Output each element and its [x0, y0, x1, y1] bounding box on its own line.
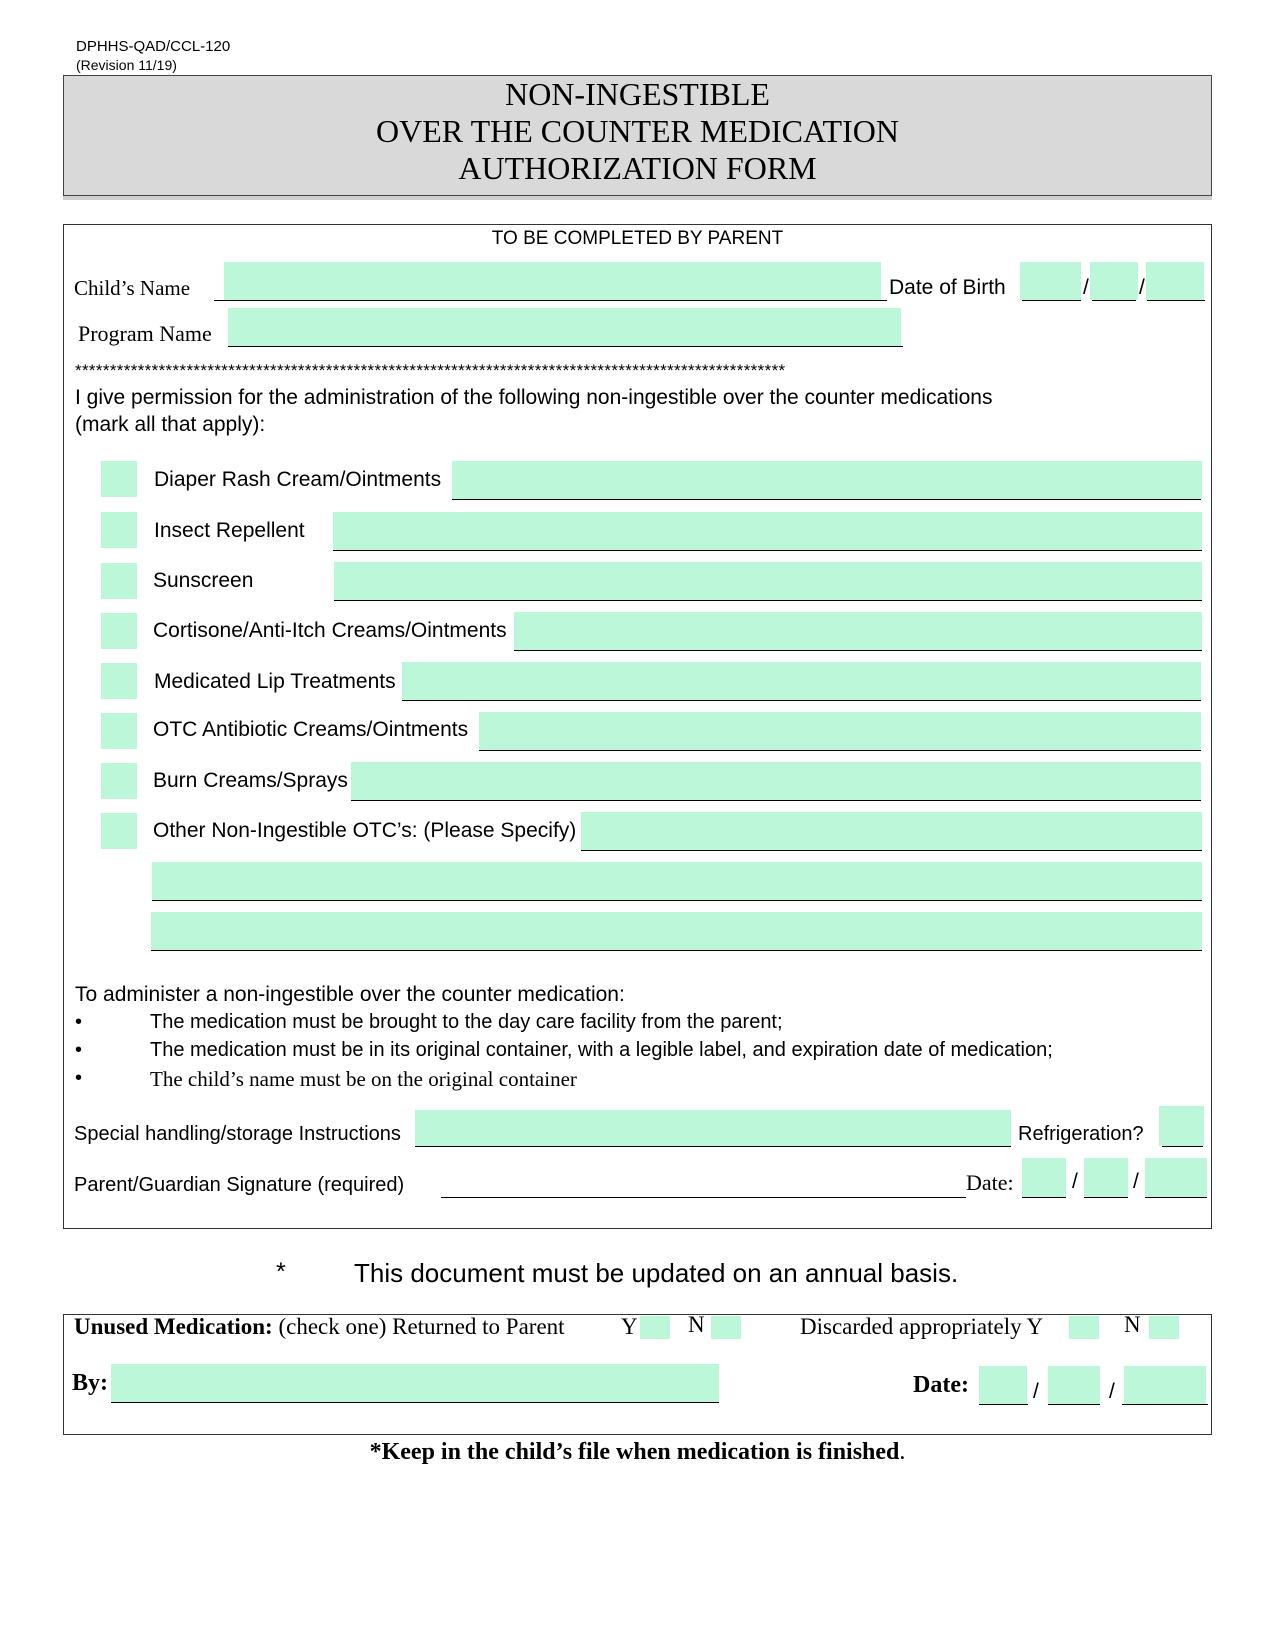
signature-date-month-underline — [1022, 1197, 1066, 1198]
dob-day-underline — [1092, 300, 1136, 301]
signature-date-year[interactable] — [1145, 1158, 1207, 1197]
keep-note-period: . — [899, 1439, 906, 1465]
dob-month-underline — [1022, 300, 1081, 301]
dob-sep-1: / — [1083, 276, 1089, 299]
child-name-underline — [214, 300, 887, 301]
parent-section-heading: TO BE COMPLETED BY PARENT — [491, 228, 784, 249]
title-line-1: NON-INGESTIBLE — [505, 76, 770, 112]
med-field-lip-treatments[interactable] — [402, 662, 1201, 700]
signature-date-day[interactable] — [1084, 1158, 1128, 1197]
bullet-dot: • — [75, 1011, 83, 1033]
dob-month-field[interactable] — [1020, 262, 1081, 300]
returned-n-box[interactable] — [711, 1316, 741, 1339]
med-field-insect-repellent[interactable] — [333, 512, 1202, 550]
discarded-n-label: N — [1124, 1312, 1141, 1337]
program-name-underline — [228, 346, 903, 347]
form-revision: (Revision 11/19) — [76, 57, 177, 73]
signature-line[interactable] — [441, 1197, 966, 1198]
by-underline — [111, 1402, 719, 1403]
keep-note-text: *Keep in the child’s file when medication is finished — [369, 1439, 900, 1465]
title-band — [63, 75, 1212, 196]
unused-check-text: (check one) Returned to Parent — [278, 1314, 565, 1339]
med-field-sunscreen[interactable] — [334, 562, 1202, 600]
checkbox-sunscreen[interactable] — [101, 563, 137, 599]
form-id: DPHHS-QAD/CCL-120 — [76, 38, 231, 55]
med-field-diaper-rash[interactable] — [452, 461, 1202, 499]
unused-date-year[interactable] — [1124, 1366, 1206, 1404]
dob-sep-2: / — [1139, 276, 1145, 299]
permission-line-2: (mark all that apply): — [75, 413, 266, 436]
unused-date-month-underline — [979, 1404, 1028, 1405]
checkbox-burn-creams[interactable] — [101, 763, 137, 799]
program-name-field[interactable] — [228, 308, 901, 346]
med-label-diaper-rash: Diaper Rash Cream/Ointments — [154, 468, 442, 491]
signature-date-year-underline — [1145, 1197, 1207, 1198]
title-line-2: OVER THE COUNTER MEDICATION — [376, 113, 899, 149]
returned-y-box[interactable] — [640, 1316, 670, 1339]
special-handling-label: Special handling/storage Instructions — [74, 1123, 401, 1145]
checkbox-antibiotic[interactable] — [101, 713, 137, 749]
child-name-label-text: Child’s Name — [74, 276, 191, 300]
special-handling-underline — [415, 1146, 1011, 1147]
unused-date-sep-1: / — [1033, 1380, 1039, 1403]
instruction-text-3: The child’s name must be on the original container — [150, 1067, 577, 1091]
by-label: By: — [72, 1370, 108, 1396]
title-line-3: AUTHORIZATION FORM — [458, 150, 817, 186]
instruction-text-1: The medication must be brought to the day care facility from the parent; — [150, 1011, 783, 1033]
notice-star: * — [276, 1258, 286, 1286]
signature-date-sep-1: / — [1072, 1170, 1078, 1193]
permission-line-1: I give permission for the administration of the following non-ingestible over the counter medications — [75, 386, 993, 409]
checkbox-lip-treatments[interactable] — [101, 663, 137, 699]
med-underline-antibiotic — [479, 750, 1201, 751]
med-underline-insect-repellent — [333, 550, 1202, 551]
discarded-label: Discarded appropriately Y — [800, 1314, 1044, 1339]
discarded-y-box[interactable] — [1069, 1316, 1099, 1339]
other-specify-field-2[interactable] — [151, 912, 1202, 950]
med-field-antibiotic[interactable] — [479, 712, 1201, 750]
separator-stars: ****************************************************************************************************** — [75, 361, 786, 380]
refrigeration-label: Refrigeration? — [1018, 1123, 1144, 1145]
unused-date-day[interactable] — [1048, 1366, 1100, 1404]
unused-label: Unused Medication: — [74, 1314, 273, 1339]
signature-date-month[interactable] — [1022, 1158, 1066, 1197]
signature-date-day-underline — [1084, 1197, 1128, 1198]
other-specify-underline-1 — [152, 900, 1202, 901]
dob-label: Date of Birth — [889, 276, 1006, 299]
child-name-field[interactable] — [224, 262, 881, 300]
signature-label: Parent/Guardian Signature (required) — [74, 1174, 405, 1196]
program-name-label: Program Name — [78, 321, 212, 346]
med-label-sunscreen: Sunscreen — [153, 569, 254, 592]
signature-date-label: Date: — [966, 1170, 1014, 1195]
checkbox-diaper-rash[interactable] — [101, 461, 137, 497]
dob-year-field[interactable] — [1146, 262, 1204, 300]
unused-date-month[interactable] — [979, 1366, 1027, 1404]
med-label-lip-treatments: Medicated Lip Treatments — [154, 670, 396, 693]
bullet-dot: • — [75, 1039, 83, 1061]
instructions-intro: To administer a non-ingestible over the counter medication: — [75, 983, 625, 1006]
footer-note — [0, 1439, 1275, 1466]
med-underline-lip-treatments — [402, 700, 1201, 701]
bullet-dot: • — [75, 1067, 83, 1089]
med-underline-cortisone — [514, 650, 1202, 651]
med-underline-sunscreen — [334, 600, 1202, 601]
med-label-burn-creams: Burn Creams/Sprays — [153, 769, 348, 792]
by-field[interactable] — [111, 1364, 719, 1402]
med-field-cortisone[interactable] — [514, 612, 1202, 650]
checkbox-other[interactable] — [101, 813, 137, 849]
unused-date-sep-2: / — [1109, 1380, 1115, 1403]
other-specify-underline-2 — [151, 950, 1202, 951]
dob-day-field[interactable] — [1090, 262, 1138, 300]
other-specify-field-1[interactable] — [152, 862, 1202, 900]
special-handling-field[interactable] — [415, 1110, 1011, 1146]
med-underline-other — [581, 850, 1202, 851]
med-underline-diaper-rash — [452, 499, 1201, 500]
med-underline-burn-creams — [351, 800, 1201, 801]
refrigeration-underline — [1162, 1146, 1203, 1147]
med-field-burn-creams[interactable] — [351, 762, 1201, 800]
returned-y-label: Y — [621, 1314, 638, 1339]
dob-year-underline — [1147, 300, 1205, 301]
med-label-cortisone: Cortisone/Anti-Itch Creams/Ointments — [153, 619, 507, 642]
med-label-antibiotic: OTC Antibiotic Creams/Ointments — [153, 718, 469, 741]
notice-text: This document must be updated on an annual basis. — [354, 1258, 959, 1288]
checkbox-cortisone[interactable] — [101, 613, 137, 649]
signature-date-sep-2: / — [1133, 1170, 1139, 1193]
med-label-insect-repellent: Insect Repellent — [154, 519, 305, 542]
returned-n-label: N — [688, 1312, 705, 1337]
unused-date-label: Date: — [913, 1372, 969, 1398]
unused-date-year-underline — [1122, 1404, 1208, 1405]
unused-date-day-underline — [1048, 1404, 1100, 1405]
checkbox-insect-repellent[interactable] — [101, 512, 137, 548]
child-name-label — [74, 276, 190, 301]
instruction-text-2: The medication must be in its original container, with a legible label, and expiration date of medication; — [150, 1039, 1053, 1061]
discarded-n-box[interactable] — [1149, 1316, 1179, 1339]
unused-row — [74, 1314, 565, 1340]
med-label-other: Other Non-Ingestible OTC’s: (Please Specify) — [153, 819, 577, 842]
med-field-other[interactable] — [581, 812, 1202, 850]
refrigeration-field[interactable] — [1159, 1106, 1204, 1146]
